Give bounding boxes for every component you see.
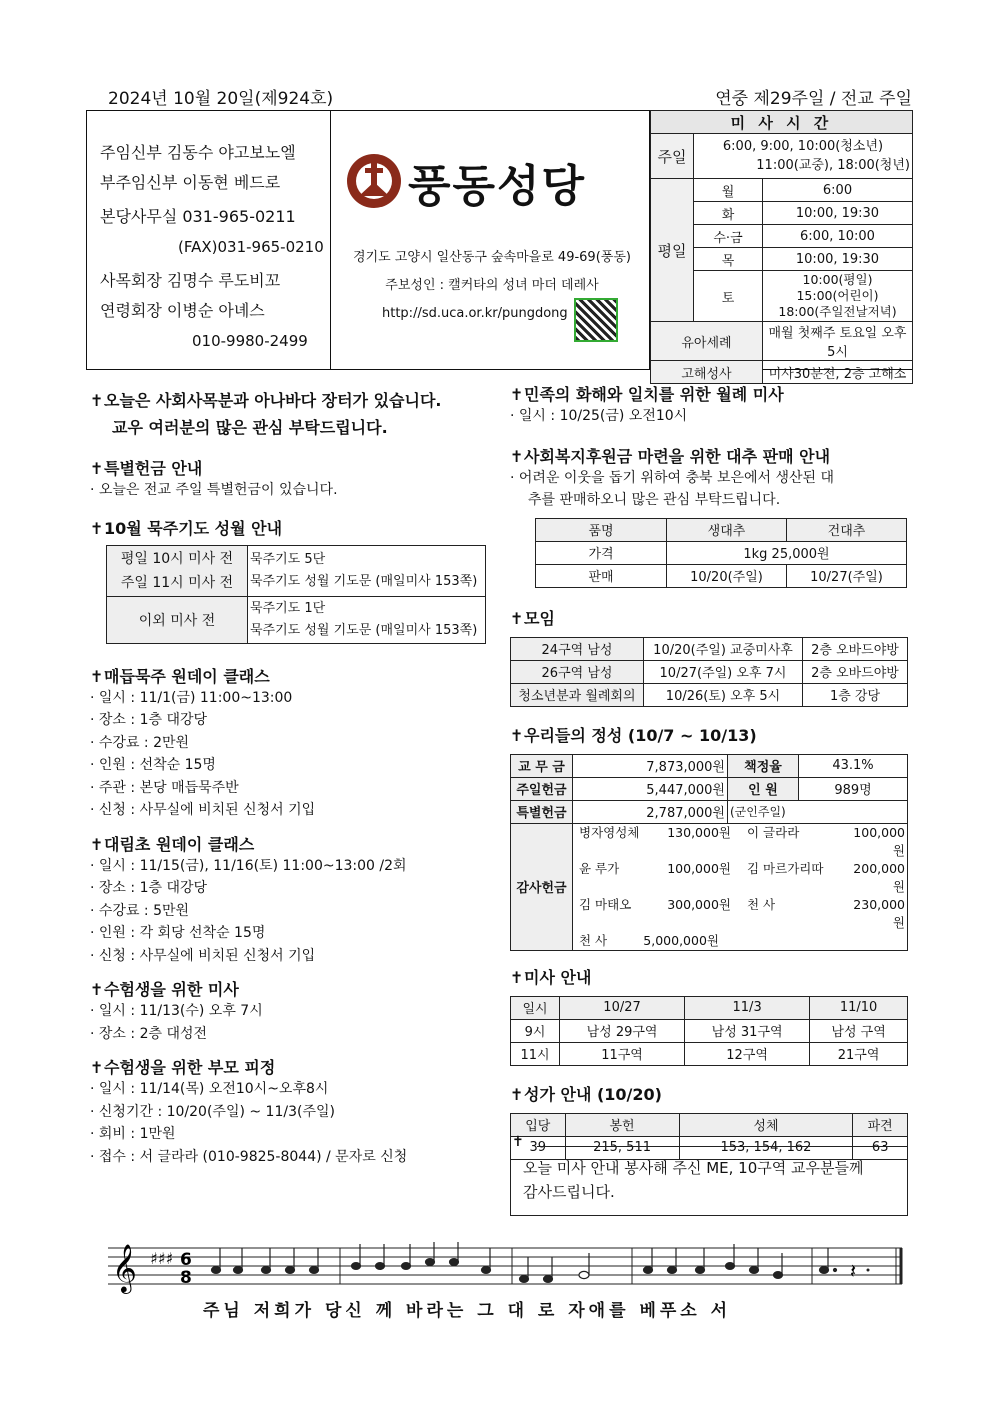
cross-icon: ✝ (510, 608, 524, 628)
candle-line: · 장소 : 1층 대강당 (90, 880, 208, 896)
rosary-r1c: 묵주기도 5단 (250, 551, 326, 567)
meeting-time: 10/27(주일) 오후 7시 (644, 660, 803, 683)
amount: 100,000원 (853, 824, 905, 858)
sat-line1: 10:00(평일) (802, 272, 873, 287)
hy-h: 봉헌 (565, 1113, 679, 1136)
jujube-h1: 품명 (536, 518, 667, 541)
pastor: 주임신부 김동수 야고보노엘 (100, 143, 296, 162)
amount: 230,000원 (853, 896, 905, 930)
table-row (511, 683, 908, 706)
offering-table (510, 754, 908, 951)
cross-icon: ✝ (510, 385, 524, 404)
wed-fri: 수·금 (694, 225, 763, 248)
meeting-place: 1층 강당 (803, 683, 908, 706)
special-offering-line: · 오늘은 전교 주일 특별헌금이 있습니다. (90, 482, 338, 498)
offering-title: 우리들의 정성 (10/7 ~ 10/13) (524, 725, 757, 745)
knot-class-title: 매듭묵주 원데이 클래스 (104, 666, 270, 686)
fax: (FAX)031-965-0210 (178, 238, 324, 256)
address: 경기도 고양시 일산동구 숲속마을로 49-69(풍동) (353, 250, 631, 265)
hy-v: 39 (511, 1136, 566, 1159)
mass-times-title: 미 사 시 간 (651, 111, 913, 134)
hy-v: 153, 154, 162 (679, 1136, 853, 1159)
table-row (511, 660, 908, 683)
rosary-r2d: 묵주기도 성월 기도문 (매일미사 153쪽) (250, 622, 478, 638)
thanks-note-line2: 감사드립니다. (523, 1183, 615, 1201)
off-value: 5,447,000원 (573, 777, 728, 800)
mi-cell: 9시 (511, 1019, 560, 1042)
rosary-r1a: 평일 10시 미사 전 (120, 550, 234, 567)
donor: 이 글라라 (747, 824, 800, 840)
meeting-title: 모임 (524, 608, 555, 628)
mass-info-table (510, 996, 908, 1066)
off-value: 2,787,000원 (573, 800, 728, 823)
meeting-place: 2층 오바드야방 (803, 660, 908, 683)
staff-info (100, 138, 324, 356)
confession-value: 미사30분전, 2층 고해소 (763, 361, 913, 384)
candle-line: · 신청 : 사무실에 비치된 신청서 기입 (90, 947, 316, 964)
mi-cell: 21구역 (810, 1042, 908, 1065)
meeting-table (510, 637, 908, 707)
donor: 김 마르가리따 (747, 860, 824, 876)
donor: 김 마태오 (579, 896, 632, 912)
amount: 300,000원 (667, 896, 731, 912)
mi-h: 11/3 (685, 996, 810, 1019)
off-key-value: 43.1% (799, 754, 908, 777)
hy-h: 입당 (511, 1113, 566, 1136)
cross-icon: ✝ (510, 1084, 524, 1104)
cross-icon: ✝ (510, 967, 524, 987)
off-label: 특별헌금 (511, 800, 573, 823)
table-row (511, 1042, 908, 1065)
off-key: 인 원 (728, 777, 799, 800)
meeting-group: 청소년분과 월례회의 (511, 683, 644, 706)
cross-icon: ✝ (90, 980, 104, 999)
mi-cell: 11시 (511, 1042, 560, 1065)
candle-line: · 인원 : 각 회당 선착순 15명 (90, 925, 266, 941)
jujube-h2: 생대추 (667, 518, 787, 541)
exam-mass-title: 수험생을 위한 미사 (104, 980, 239, 999)
jujube-line1: · 어려운 이웃을 돕기 위하여 충북 보은에서 생산된 대 (510, 469, 835, 486)
mi-cell: 남성 31구역 (685, 1019, 810, 1042)
sunday-times (694, 134, 913, 179)
sat-times (763, 271, 913, 322)
exam-line: · 일시 : 11/13(수) 오후 7시 (90, 1003, 263, 1019)
sunday-label: 주일 (651, 134, 694, 179)
knot-line: · 신청 : 사무실에 비치된 신청서 기입 (90, 802, 316, 818)
knot-line: · 장소 : 1층 대강당 (90, 712, 208, 728)
knot-line: · 수강료 : 2만원 (90, 734, 190, 751)
cross-icon: ✝ (90, 459, 104, 478)
elder-phone: 010-9980-2499 (192, 332, 308, 350)
right-column (510, 382, 912, 1160)
table-row (511, 1019, 908, 1042)
exam-line: · 장소 : 2층 대성전 (90, 1025, 208, 1042)
jujube-title: 사회복지후원금 마련을 위한 대추 판매 안내 (524, 446, 831, 466)
retreat-line: · 접수 : 서 글라라 (010-9825-8044) / 문자로 신청 (90, 1148, 408, 1165)
off-label: 교 무 금 (511, 754, 573, 777)
cross-icon: ✝ (90, 391, 104, 410)
special-offering-title: 특별헌금 안내 (104, 459, 203, 478)
mi-h: 11/10 (810, 996, 908, 1019)
rosary-title: 10월 묵주기도 성월 안내 (104, 518, 283, 538)
office-phone: 본당사무실 031-965-0211 (100, 207, 296, 226)
donor: 천 사 (579, 932, 608, 948)
sat-line3: 18:00(주일전날저녁) (778, 304, 897, 319)
jujube-sale-label: 판매 (536, 564, 667, 587)
cross-icon: ✝ (512, 1134, 524, 1150)
amount: 5,000,000원 (643, 932, 719, 948)
wed-fri-time: 6:00, 10:00 (763, 225, 913, 248)
donor: 천 사 (747, 896, 776, 912)
knot-line: · 주관 : 본당 매듭묵주반 (90, 779, 239, 796)
candle-line: · 수강료 : 5만원 (90, 902, 190, 919)
table-row (511, 637, 908, 660)
infant-baptism-label: 유아세례 (651, 322, 763, 361)
knot-line: · 일시 : 11/1(금) 11:00~13:00 (90, 689, 293, 706)
cross-icon: ✝ (90, 666, 104, 686)
meeting-time: 10/20(주일) 교중미사후 (644, 637, 803, 660)
meeting-group: 24구역 남성 (511, 637, 644, 660)
svg-text:♯♯♯: ♯♯♯ (150, 1249, 174, 1268)
assistant-pastor: 부주임신부 이동현 베드로 (100, 173, 281, 192)
mon: 월 (694, 179, 763, 202)
notice-title-2: 교우 여러분의 많은 관심 부탁드립니다. (112, 418, 388, 437)
elder-chair: 연령회장 이병순 아녜스 (100, 301, 265, 320)
mi-cell: 남성 구역 (810, 1019, 908, 1042)
mi-cell: 12구역 (685, 1042, 810, 1065)
off-key-value: 989명 (799, 777, 908, 800)
cross-icon: ✝ (510, 725, 524, 745)
meeting-place: 2층 오바드야방 (803, 637, 908, 660)
hy-v: 63 (853, 1136, 908, 1159)
left-column (90, 388, 500, 1168)
cross-icon: ✝ (90, 518, 104, 538)
weekday-label: 평일 (651, 179, 694, 322)
candle-line: · 일시 : 11/15(금), 11/16(토) 11:00~13:00 /2회 (90, 857, 407, 874)
jujube-line2: 추를 판매하오니 많은 관심 부탁드립니다. (528, 492, 781, 508)
amount: 130,000원 (667, 824, 731, 840)
retreat-line: · 회비 : 1만원 (90, 1126, 176, 1142)
liturgical-day: 연중 제29주일 / 전교 주일 (715, 89, 912, 109)
hy-v: 215, 511 (565, 1136, 679, 1159)
svg-text:8: 8 (180, 1268, 192, 1288)
parish-address-block (342, 244, 642, 328)
cross-icon: ✝ (90, 834, 104, 854)
svg-text:𝄞: 𝄞 (112, 1243, 137, 1292)
tue-time: 10:00, 19:30 (763, 202, 913, 225)
rosary-table (106, 545, 486, 644)
jujube-sale-1: 10/20(주일) (667, 564, 787, 587)
mi-h: 10/27 (560, 996, 685, 1019)
infant-baptism-value: 매월 첫째주 토요일 오후5시 (763, 322, 913, 361)
meeting-group: 26구역 남성 (511, 660, 644, 683)
tue: 화 (694, 202, 763, 225)
thanks-note-line1: 오늘 미사 안내 봉사해 주신 ME, 10구역 교우분들께 (523, 1159, 864, 1177)
mass-times-table (650, 110, 913, 384)
off-note: (군인주일) (728, 800, 908, 823)
music-staff (108, 1238, 908, 1294)
retreat-line: · 신청기간 : 10/20(주일) ~ 11/3(주일) (90, 1103, 335, 1120)
church-logo-icon (345, 152, 403, 214)
off-label: 주일헌금 (511, 777, 573, 800)
candle-class-lines (90, 855, 500, 968)
thu: 목 (694, 248, 763, 271)
amount: 200,000원 (853, 860, 905, 894)
cross-icon: ✝ (90, 1058, 104, 1077)
notice-title-1: 오늘은 사회사목분과 아나바다 장터가 있습니다. (104, 391, 442, 410)
jujube-price-label: 가격 (536, 541, 667, 564)
jujube-table (535, 518, 907, 588)
qr-code-icon (574, 298, 618, 342)
jujube-sale-2: 10/27(주일) (787, 564, 907, 587)
svg-text:𝄽: 𝄽 (850, 1259, 857, 1283)
parent-retreat-title: 수험생을 위한 부모 피정 (104, 1058, 276, 1077)
off-key: 책정율 (728, 754, 799, 777)
rosary-r2a: 이외 미사 전 (107, 596, 248, 643)
sunday-line1: 6:00, 9:00, 10:00(청소년) (722, 139, 884, 154)
parish-name: 풍동성당 (408, 161, 587, 212)
mi-cell: 남성 29구역 (560, 1019, 685, 1042)
knot-class-lines (90, 687, 500, 822)
sunday-line2: 11:00(교중), 18:00(청년) (756, 158, 910, 173)
rosary-r1d: 묵주기도 성월 기도문 (매일미사 153쪽) (250, 573, 478, 589)
mi-h: 일시 (511, 996, 560, 1019)
off-value: 7,873,000원 (573, 754, 728, 777)
svg-text:6: 6 (180, 1250, 192, 1270)
mi-cell: 11구역 (560, 1042, 685, 1065)
mass-info-title: 미사 안내 (524, 967, 592, 987)
sat: 토 (694, 271, 763, 322)
rosary-r2c: 묵주기도 1단 (250, 600, 326, 616)
donor: 윤 루가 (579, 860, 620, 876)
knot-line: · 인원 : 선착순 15명 (90, 757, 216, 773)
thu-time: 10:00, 19:30 (763, 248, 913, 271)
thanks-list (573, 823, 908, 950)
hy-h: 파견 (853, 1113, 908, 1136)
sat-line2: 15:00(어린이) (796, 288, 879, 303)
confession-label: 고해성사 (651, 361, 763, 384)
meeting-time: 10/26(토) 오후 5시 (644, 683, 803, 706)
hymn-lyric: 주님 저희가 당신 께 바라는 그 대 로 자애를 베푸소 서 (203, 1301, 732, 1321)
candle-class-title: 대림초 원데이 클래스 (104, 834, 255, 854)
website-link[interactable]: http://sd.uca.or.kr/pungdong (382, 306, 568, 321)
donor: 병자영성체 (579, 824, 640, 840)
amount: 100,000원 (667, 860, 731, 876)
issue-date: 2024년 10월 20일(제924호) (108, 89, 334, 109)
cross-icon: ✝ (510, 446, 524, 466)
hymn-title: 성가 안내 (10/20) (524, 1084, 662, 1104)
jujube-price: 1kg 25,000원 (667, 541, 907, 564)
hy-h: 성체 (679, 1113, 853, 1136)
thanks-note (510, 1146, 908, 1216)
off-label: 감사헌금 (511, 823, 573, 950)
mon-time: 6:00 (763, 179, 913, 202)
jujube-h3: 건대추 (787, 518, 907, 541)
rosary-r1b: 주일 11시 미사 전 (120, 574, 234, 591)
peace-mass-title: 민족의 화해와 일치를 위한 월례 미사 (524, 385, 784, 404)
patron-saint: 주보성인 : 캘커타의 성녀 마더 데레사 (385, 278, 599, 293)
retreat-line: · 일시 : 11/14(목) 오전10시~오후8시 (90, 1081, 329, 1097)
council-chair: 사목회장 김명수 루도비꼬 (100, 271, 281, 290)
peace-mass-line: · 일시 : 10/25(금) 오전10시 (510, 408, 688, 424)
